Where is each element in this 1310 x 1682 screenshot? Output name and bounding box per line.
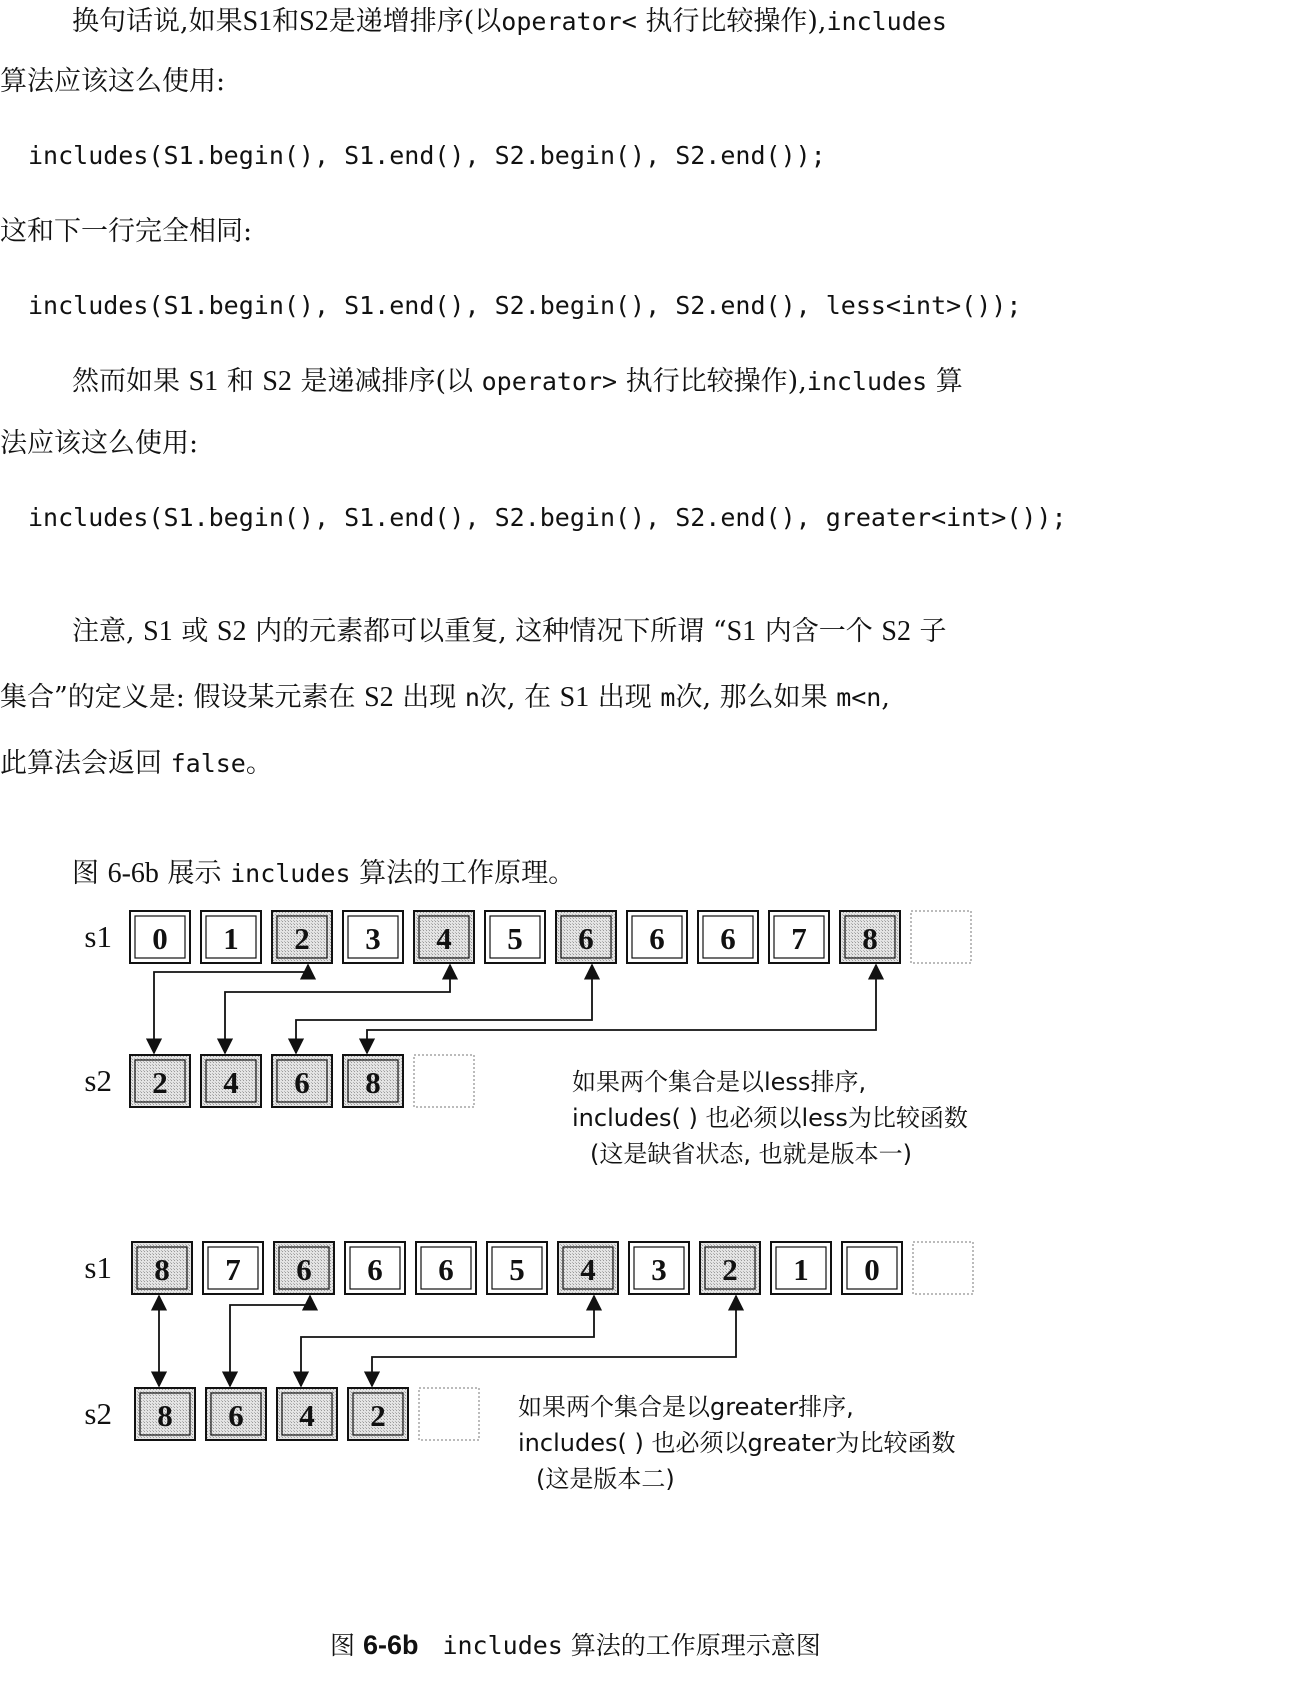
text-run: 换句话说,如果 — [72, 6, 243, 37]
s1-cell-value: 2 — [294, 921, 310, 956]
s2-label: s2 — [84, 1063, 112, 1098]
s1-label: s1 — [84, 919, 112, 954]
text-run: S1 — [188, 366, 219, 397]
text-run: S2 — [364, 682, 394, 713]
text-run: includes(S1.begin(), S1.end(), S2.begin(), S2.end(), less<int>()); — [28, 291, 1022, 320]
text-line-8 — [0, 746, 273, 782]
connector-arrow — [230, 1296, 310, 1386]
text-line-2 — [0, 64, 225, 100]
s2-cell-value: 4 — [299, 1398, 315, 1433]
s1-end-cell — [911, 911, 971, 963]
text-run: 算法的工作原理。 — [350, 858, 576, 889]
s2-cell-value: 2 — [152, 1065, 168, 1100]
s1-cell-value: 5 — [507, 921, 523, 956]
s2-label: s2 — [84, 1396, 112, 1431]
s2-cell-value: 6 — [294, 1065, 310, 1100]
text-run: 出现 — [393, 682, 465, 713]
text-run: 内含一个 — [756, 616, 882, 647]
text-run: 这和下一行完全相同: — [0, 216, 253, 247]
text-run: operator> — [481, 367, 618, 396]
connector-arrow — [301, 1296, 594, 1386]
text-run: 是递减排序(以 — [291, 366, 482, 397]
code-line-3 — [28, 500, 1067, 536]
text-run: 法应该这么使用: — [0, 428, 199, 459]
text-run: 算法应该这么使用: — [0, 66, 226, 97]
s2-cell-value: 8 — [157, 1398, 173, 1433]
connector-arrow — [296, 965, 592, 1053]
s2-cell-value: 6 — [228, 1398, 244, 1433]
text-run: 或 — [172, 616, 217, 647]
text-run: includes(S1.begin(), S1.end(), S2.begin(), S2.end()); — [28, 141, 826, 170]
code-line-1 — [28, 138, 826, 174]
text-run: 然而如果 — [72, 366, 189, 397]
text-line-6 — [72, 614, 947, 650]
caption-prefix: 图 — [330, 1631, 363, 1660]
text-run: 执行比较操作), — [636, 6, 827, 37]
s1-cell-value: 5 — [509, 1252, 525, 1287]
text-run: includes — [806, 367, 928, 396]
s1-end-cell — [913, 1242, 973, 1294]
text-run: operator< — [501, 7, 637, 36]
s1-cell-value: 4 — [436, 921, 452, 956]
text-run: 图 — [72, 858, 108, 889]
annotation-line: includes( ) 也必须以greater为比较函数 — [518, 1429, 956, 1457]
text-run: 出现 — [589, 682, 661, 713]
text-run: 次, 那么如果 — [675, 682, 837, 713]
text-run: includes — [826, 7, 947, 36]
caption-code: includes — [442, 1631, 563, 1660]
s1-cell-value: 6 — [438, 1252, 454, 1287]
text-line-3 — [0, 214, 252, 250]
text-run: 6-6b — [107, 858, 159, 889]
code-line-2 — [28, 288, 1021, 324]
text-run: , — [881, 682, 890, 713]
s1-cell-value: 6 — [649, 921, 665, 956]
s2-end-cell — [414, 1055, 474, 1107]
s1-cell-value: 0 — [864, 1252, 880, 1287]
text-line-5 — [0, 426, 198, 462]
s1-cell-value: 1 — [793, 1252, 809, 1287]
annotation-line: 如果两个集合是以less排序, — [572, 1068, 867, 1096]
text-run: 算 — [927, 366, 963, 397]
s1-cell-value: 4 — [580, 1252, 596, 1287]
annotation-line: (这是版本二) — [536, 1465, 675, 1493]
text-run: n — [464, 683, 480, 712]
text-run: 子 — [910, 616, 947, 647]
text-run: m — [660, 683, 676, 712]
text-run: includes(S1.begin(), S1.end(), S2.begin(), S2.end(), greater<int>()); — [28, 503, 1067, 532]
text-run: 注意, — [72, 616, 144, 647]
text-run: S1 — [143, 616, 173, 647]
s1-cell-value: 6 — [578, 921, 594, 956]
text-run: 内的元素都可以重复, 这种情况下所谓 “ — [246, 616, 727, 647]
s2-cell-value: 4 — [223, 1065, 239, 1100]
text-line-9 — [72, 856, 575, 892]
text-run: S1 — [726, 616, 757, 647]
text-run: m<n — [836, 683, 882, 712]
diagram-greater-version — [84, 1242, 973, 1493]
text-run: S2 — [881, 616, 911, 647]
s1-label: s1 — [84, 1250, 112, 1285]
connector-arrow — [367, 965, 876, 1053]
s1-cell-value: 8 — [154, 1252, 170, 1287]
annotation-line: 如果两个集合是以greater排序, — [518, 1393, 854, 1421]
s1-cell-value: 1 — [223, 921, 239, 956]
text-line-7 — [0, 680, 890, 716]
connector-arrow — [154, 965, 308, 1053]
text-run: includes — [230, 859, 351, 888]
s1-cell-value: 6 — [720, 921, 736, 956]
caption-text: 算法的工作原理示意图 — [562, 1631, 821, 1660]
text-run: 和 — [218, 366, 263, 397]
text-run: 集合”的定义是: 假设某元素在 — [0, 682, 365, 713]
s2-cell-value: 2 — [370, 1398, 386, 1433]
s1-cell-value: 3 — [651, 1252, 667, 1287]
text-run: 次, 在 — [479, 682, 560, 713]
text-run: 。 — [245, 748, 273, 779]
s2-end-cell — [419, 1388, 479, 1440]
text-run: false — [170, 749, 246, 778]
text-run: 此算法会返回 — [0, 748, 171, 779]
annotation-line: includes( ) 也必须以less为比较函数 — [572, 1104, 968, 1132]
s1-cell-value: 6 — [296, 1252, 312, 1287]
annotation-line: (这是缺省状态, 也就是版本一) — [590, 1140, 912, 1168]
connector-arrow — [225, 965, 450, 1053]
text-run: S1 — [242, 6, 273, 37]
text-run: S2 — [299, 6, 329, 37]
text-line-4 — [72, 364, 963, 400]
text-run: 是递增排序(以 — [328, 6, 502, 37]
s1-cell-value: 8 — [862, 921, 878, 956]
text-run: S2 — [216, 616, 247, 647]
s1-cell-value: 2 — [722, 1252, 738, 1287]
s1-cell-value: 0 — [152, 921, 168, 956]
connector-arrow — [372, 1296, 736, 1386]
text-run: 展示 — [158, 858, 231, 889]
text-line-1 — [72, 4, 947, 40]
text-run: 执行比较操作), — [617, 366, 807, 397]
text-run: 和 — [272, 6, 300, 37]
s2-cell-value: 8 — [365, 1065, 381, 1100]
text-run: S1 — [559, 682, 590, 713]
s1-cell-value: 7 — [791, 921, 807, 956]
diagram-less-version — [84, 911, 971, 1168]
includes-diagram — [0, 919, 1310, 1620]
s1-cell-value: 7 — [225, 1252, 241, 1287]
caption-number: 6-6b — [362, 1630, 419, 1660]
s1-cell-value: 3 — [365, 921, 381, 956]
text-run: S2 — [262, 366, 292, 397]
figure-caption — [330, 1628, 821, 1663]
s1-cell-value: 6 — [367, 1252, 383, 1287]
